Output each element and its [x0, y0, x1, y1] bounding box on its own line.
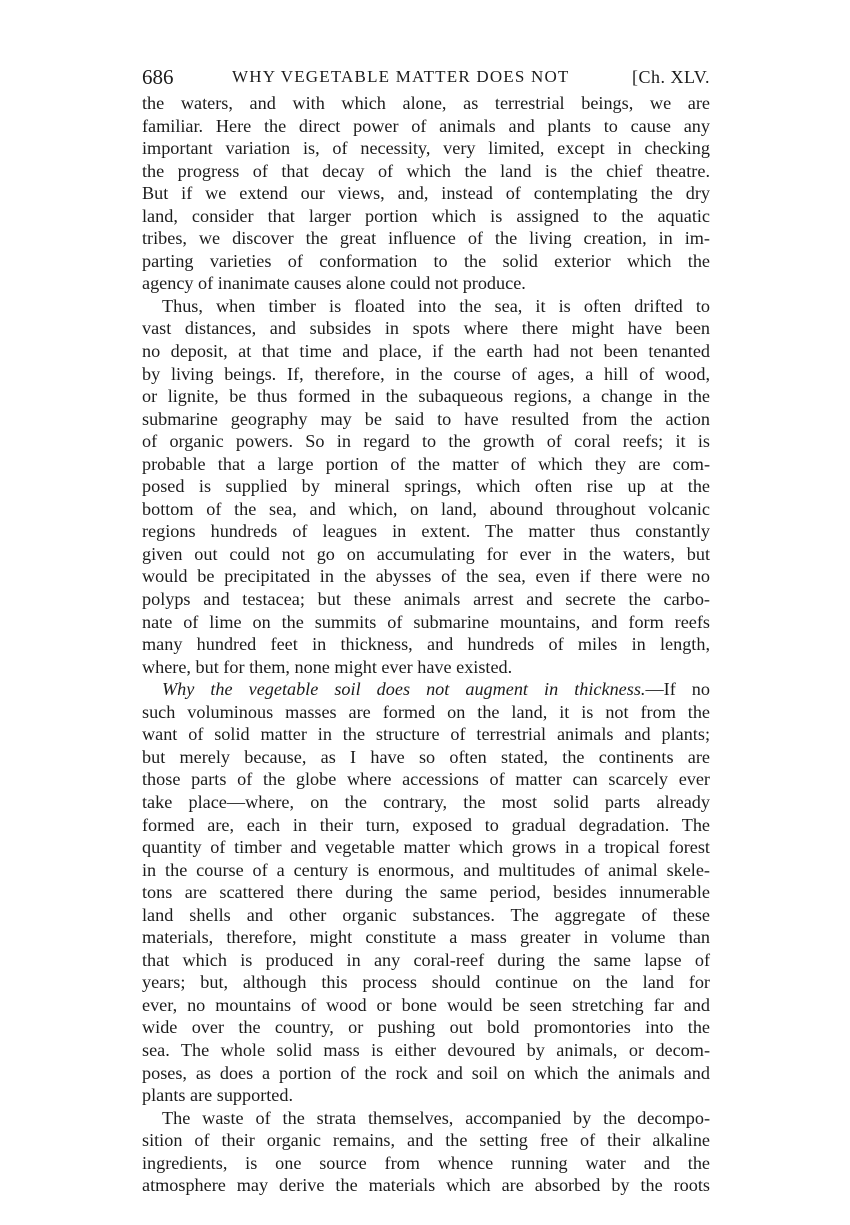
text-line: sea. The whole solid mass is either devoured by animals, or decom-	[142, 1039, 710, 1060]
text-line: the waters, and with which alone, as terrestrial beings, we are	[142, 93, 710, 113]
text-line: polyps and testacea; but these animals arrest and secrete the carbo-	[142, 589, 710, 610]
text-line: parting varieties of conformation to the solid exterior which the	[142, 250, 710, 271]
text-line: or lignite, be thus formed in the subaqueous regions, a change in the	[142, 386, 710, 407]
text-line: bottom of the sea, and which, on land, abound throughout volcanic	[142, 498, 710, 519]
text-line: land, consider that larger portion which is assigned to the aquatic	[142, 205, 710, 226]
text-line: but merely because, as I have so often stated, the continents are	[142, 746, 710, 767]
body-text	[142, 92, 710, 1197]
text-line: want of solid matter in the structure of terrestrial animals and plants;	[142, 724, 710, 745]
text-line: ever, no mountains of wood or bone would be seen stretching far and	[142, 994, 710, 1015]
sidehead-continuation: —If no	[645, 679, 710, 700]
text-line: would be precipitated in the abysses of the sea, even if there were no	[142, 566, 710, 587]
chapter-reference: [Ch. XLV.	[631, 67, 710, 87]
text-line: poses, as does a portion of the rock and soil on which the animals and	[142, 1062, 710, 1083]
text-line: by living beings. If, therefore, in the course of ages, a hill of wood,	[142, 363, 710, 384]
text-line: of organic powers. So in regard to the growth of coral reefs; it is	[142, 431, 710, 452]
text-line: important variation is, of necessity, very limited, except in checking	[142, 138, 710, 159]
section-sidehead: Why the vegetable soil does not augment in thickness.	[162, 679, 646, 700]
text-line: posed is supplied by mineral springs, which often rise up at the	[142, 476, 710, 497]
text-line: formed are, each in their turn, exposed to gradual degradation. The	[142, 814, 710, 835]
page-number: 686	[142, 65, 174, 89]
text-line: regions hundreds of leagues in extent. The matter thus constantly	[142, 521, 710, 542]
text-line: The waste of the strata themselves, accompanied by the decompo-	[162, 1107, 710, 1128]
text-line: years; but, although this process should continue on the land for	[142, 972, 710, 993]
text-line: many hundred feet in thickness, and hundreds of miles in length,	[142, 634, 710, 655]
text-line: nate of lime on the summits of submarine mountains, and form reefs	[142, 611, 710, 632]
text-line: agency of inanimate causes alone could not produce.	[142, 273, 526, 294]
text-line: atmosphere may derive the materials which are absorbed by the roots	[142, 1175, 710, 1196]
text-line	[142, 678, 710, 701]
text-line: in the course of a century is enormous, and multitudes of animal skele-	[142, 859, 710, 880]
text-line: quantity of timber and vegetable matter which grows in a tropical forest	[142, 837, 710, 858]
running-title: WHY VEGETABLE MATTER DOES NOT	[232, 67, 570, 86]
text-line: no deposit, at that time and place, if the earth had not been tenanted	[142, 341, 710, 362]
text-line: vast distances, and subsides in spots where there might have been	[142, 318, 710, 339]
text-line: the progress of that decay of which the land is the chief theatre.	[142, 160, 710, 181]
text-line: given out could not go on accumulating for ever in the waters, but	[142, 543, 710, 564]
text-line: Thus, when timber is floated into the sea, it is often drifted to	[162, 295, 710, 316]
text-line: that which is produced in any coral-reef during the same lapse of	[142, 949, 710, 970]
text-line: where, but for them, none might ever have existed.	[142, 656, 513, 677]
text-line: submarine geography may be said to have resulted from the action	[142, 408, 710, 429]
text-line: take place—where, on the contrary, the most solid parts already	[142, 791, 710, 812]
text-line: tons are scattered there during the same period, besides innumerable	[142, 882, 710, 903]
running-head	[142, 62, 710, 92]
text-line: such voluminous masses are formed on the land, it is not from the	[142, 701, 710, 722]
text-line: probable that a large portion of the matter of which they are com-	[142, 453, 710, 474]
text-line: tribes, we discover the great influence of the living creation, in im-	[142, 228, 710, 249]
text-line: wide over the country, or pushing out bold promontories into the	[142, 1017, 710, 1038]
text-line: those parts of the globe where accessions of matter can scarcely ever	[142, 769, 710, 790]
text-line: land shells and other organic substances. The aggregate of these	[142, 904, 710, 925]
text-line: materials, therefore, might constitute a mass greater in volume than	[142, 927, 710, 948]
text-line: But if we extend our views, and, instead of contemplating the dry	[142, 183, 710, 204]
text-line: ingredients, is one source from whence running water and the	[142, 1152, 710, 1173]
text-line: familiar. Here the direct power of animals and plants to cause any	[142, 115, 710, 136]
text-line: plants are supported.	[142, 1085, 294, 1106]
text-line: sition of their organic remains, and the setting free of their alkaline	[142, 1130, 710, 1151]
